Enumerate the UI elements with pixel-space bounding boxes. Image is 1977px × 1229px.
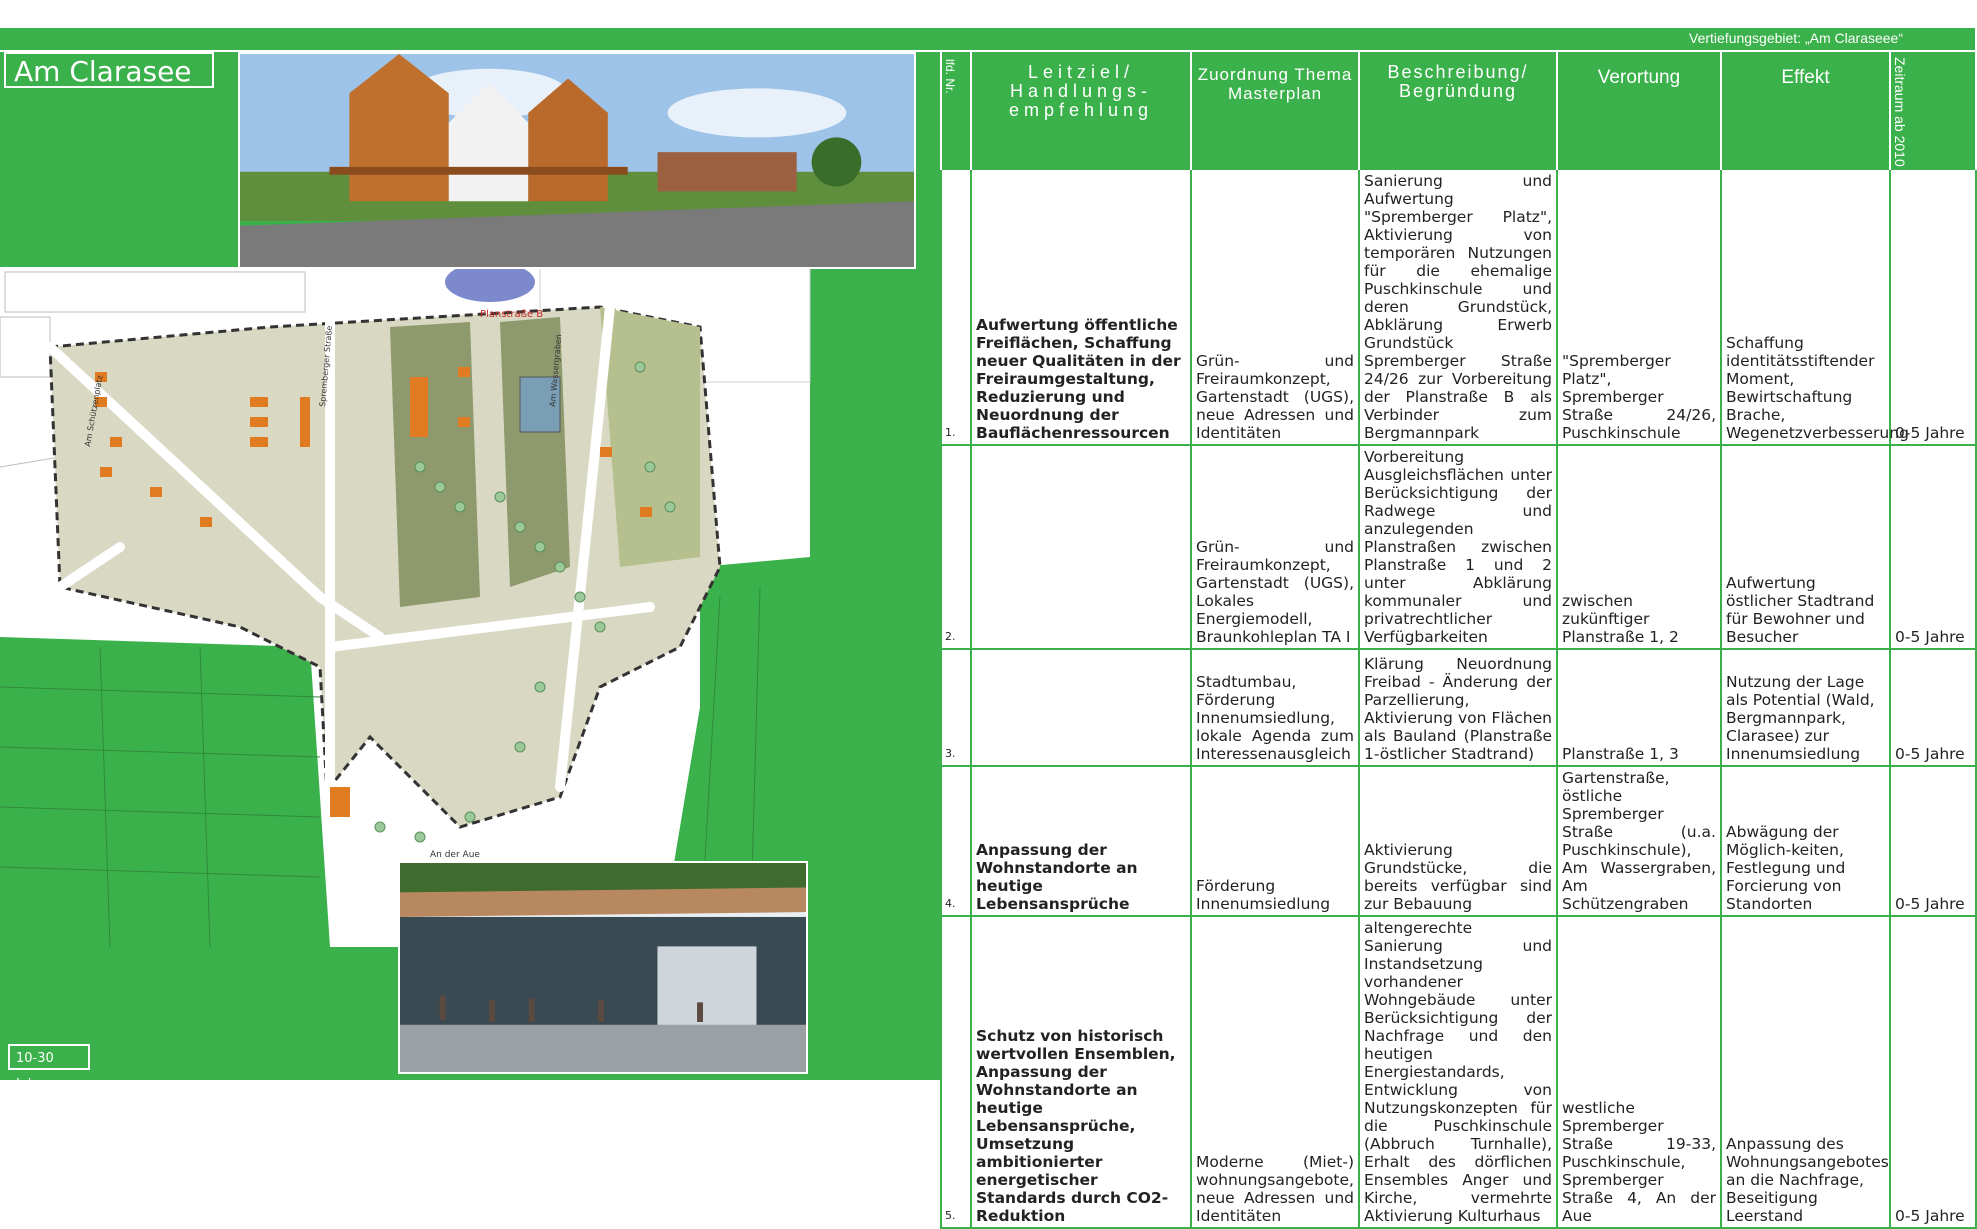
row-description: Sanierung und Aufwertung "Spremberger Platz", Aktivierung von temporären Nutzungen für die ehemalige Puschkinschule und deren Grundstück, Abklärung Erwerb Grundstück Spremberger Straße 24/26 zur Vorbereitung der Planstraße B als Verbinder zum Bergmannpark (1359, 169, 1557, 445)
row-theme: Moderne (Miet-) wohnungsangebote, neue Adressen und Identitäten (1191, 916, 1359, 1228)
row-effect: Nutzung der Lage als Potential (Wald, Bergmannpark, Clarasee) zur Innenumsiedlung (1721, 649, 1890, 766)
header-bar (0, 28, 1975, 50)
header-goal: Leitziel/ Handlungs- empfehlung (971, 52, 1191, 169)
area-subtitle: Vertiefungsgebiet: „Am Claraseee“ (1689, 30, 1903, 46)
aue-label: An der Aue (430, 850, 480, 860)
site-plan (0, 267, 810, 947)
row-effect: Abwägung der Möglich-keiten, Festlegung und Forcierung von Standorten (1721, 766, 1890, 916)
row-effect: Schaffung identitätsstiftender Moment, Bewirtschaftung Brache, Wegenetzverbesserung (1721, 169, 1890, 445)
row-location: Planstraße 1, 3 (1557, 649, 1721, 766)
row-description: Klärung Neuordnung Freibad - Änderung der Parzellierung, Aktivierung von Flächen als Bauland (Planstraße 1-östlicher Stadtrand) (1359, 649, 1557, 766)
time-range-label: 10-30 Jahre (8, 1044, 90, 1070)
housing-render-image (238, 52, 916, 269)
header-nr: lfd. Nr. (941, 52, 971, 169)
row-description: Aktivierung Grundstücke, die bereits verfügbar sind zur Bebauung (1359, 766, 1557, 916)
row-number: 3. (941, 649, 971, 766)
spremberger-label: Spremberger Straße (318, 325, 335, 408)
row-theme: Grün- und Freiraumkonzept, Gartenstadt (UGS), Lokales Energiemodell, Braunkohleplan TA I (1191, 445, 1359, 649)
row-theme: Förderung Innenumsiedlung (1191, 766, 1359, 916)
building-render-image (398, 861, 808, 1074)
header-time: Zeitraum ab 2010 (1890, 52, 1976, 169)
wassergraben-label: Am Wassergraben (548, 333, 564, 408)
street-label-top: Planstraße B (480, 309, 544, 320)
table-row (941, 169, 1976, 445)
row-description: Vorbereitung Ausgleichsflächen unter Berücksichtigung der Radwege und anzulegenden Planstraßen zwischen Planstraße 1 und 2 unter Abklärung kommunaler und privatrechtlicher Verfügbarkeiten (1359, 445, 1557, 649)
row-goal: Schutz von historisch wertvollen Ensemblen, Anpassung der Wohnstandorte an heutige Lebensansprüche, Umsetzung ambitionierter energetischer Standards durch CO2-Reduktion (971, 916, 1191, 1228)
table-row (941, 916, 1976, 1228)
row-location: zwischen zukünftiger Planstraße 1, 2 (1557, 445, 1721, 649)
row-timeframe: 0-5 Jahre (1890, 766, 1976, 916)
row-timeframe: 0-5 Jahre (1890, 445, 1976, 649)
row-timeframe: 0-5 Jahre (1890, 169, 1976, 445)
header-theme: Zuordnung Thema Masterplan (1191, 52, 1359, 169)
row-goal (971, 445, 1191, 649)
table-row (941, 649, 1976, 766)
table-header-row (941, 52, 1976, 169)
row-theme: Grün- und Freiraumkonzept, Gartenstadt (UGS), neue Adressen und Identitäten (1191, 169, 1359, 445)
row-number: 4. (941, 766, 971, 916)
row-description: altengerechte Sanierung und Instandsetzung vorhandener Wohngebäude unter Berücksichtigung der Nachfrage und den heutigen Energiestandards, Entwicklung von Nutzungskonzepten für die Puschkinschule (Abbruch Turnhalle), Erhalt des dörflichen Ensembles Anger und Kirche, vermehrte Aktivierung Kulturhaus (1359, 916, 1557, 1228)
header-desc: Beschreibung/ Begründung (1359, 52, 1557, 169)
row-number: 2. (941, 445, 971, 649)
row-number: 5. (941, 916, 971, 1228)
row-timeframe: 0-5 Jahre (1890, 916, 1976, 1228)
row-goal: Anpassung der Wohnstandorte an heutige Lebensansprüche (971, 766, 1191, 916)
schuetzenplatz-label: Am Schützenplatz (83, 374, 105, 448)
measures-table (940, 52, 1977, 1229)
row-theme: Stadtumbau, Förderung Innenumsiedlung, lokale Agenda zum Interessenausgleich (1191, 649, 1359, 766)
row-effect: Anpassung des Wohnungsangebotes an die Nachfrage, Beseitigung Leerstand (1721, 916, 1890, 1228)
row-effect: Aufwertung östlicher Stadtrand für Bewohner und Besucher (1721, 445, 1890, 649)
header-loc: Verortung (1557, 52, 1721, 169)
area-title: Am Clarasee (4, 52, 214, 88)
table-row (941, 766, 1976, 916)
row-location: Gartenstraße, östliche Spremberger Straße (u.a. Puschkinschule), Am Wassergraben, Am Schützengraben (1557, 766, 1721, 916)
row-location: westliche Spremberger Straße 19-33, Puschkinschule, Spremberger Straße 4, An der Aue (1557, 916, 1721, 1228)
header-effect: Effekt (1721, 52, 1890, 169)
row-goal: Aufwertung öffentliche Freiflächen, Schaffung neuer Qualitäten in der Freiraumgestaltung, Reduzierung und Neuordnung der Bauflächenressourcen (971, 169, 1191, 445)
row-goal (971, 649, 1191, 766)
row-number: 1. (941, 169, 971, 445)
row-location: "Spremberger Platz", Spremberger Straße 24/26, Puschkinschule (1557, 169, 1721, 445)
row-timeframe: 0-5 Jahre (1890, 649, 1976, 766)
left-panel (0, 52, 940, 1092)
table-row (941, 445, 1976, 649)
